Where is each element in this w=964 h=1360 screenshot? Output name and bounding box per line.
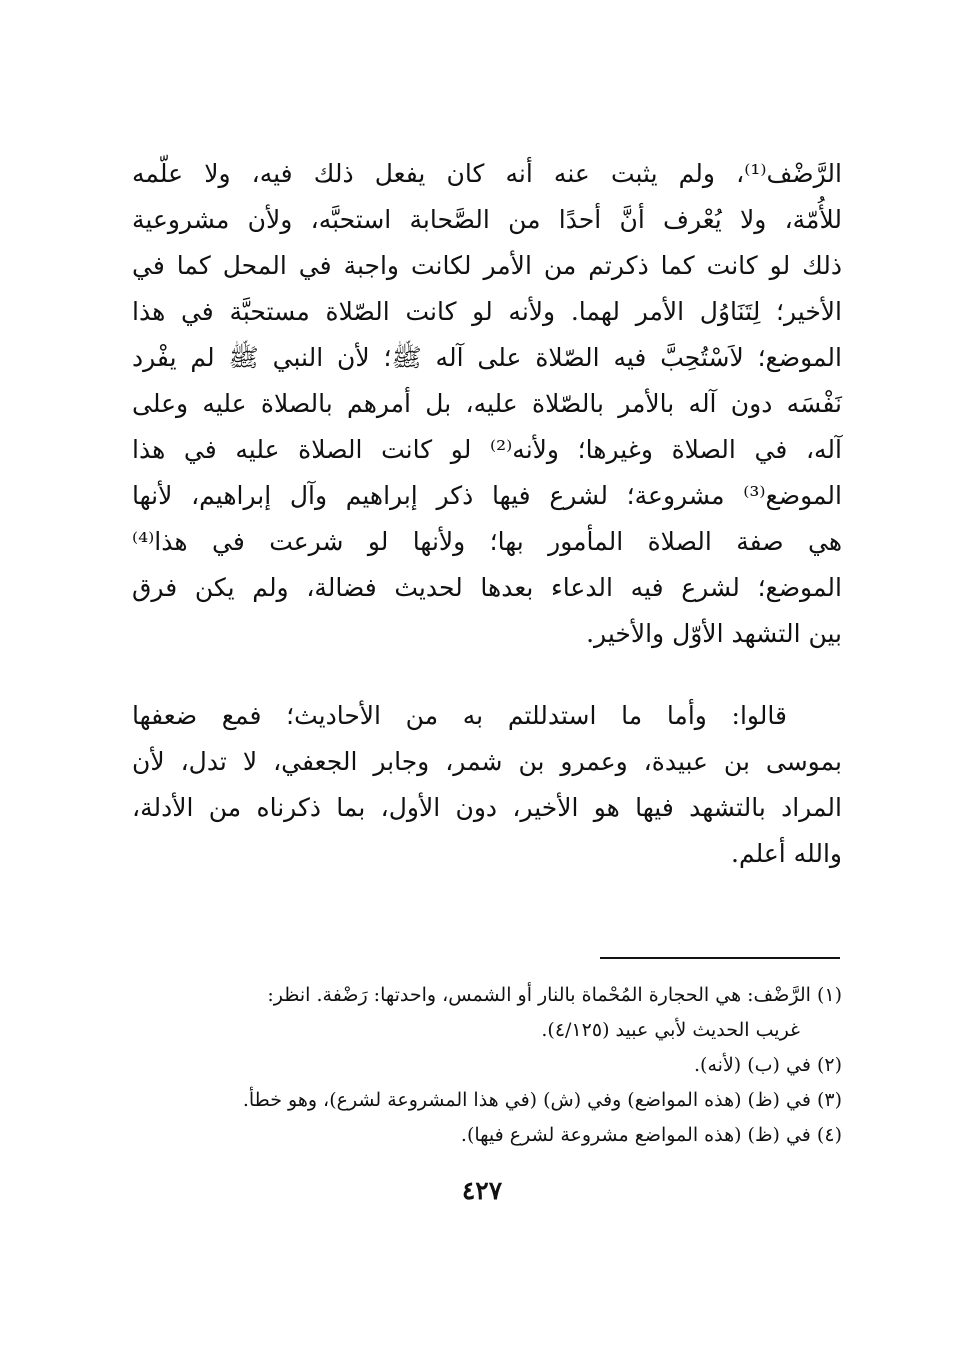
footnote-separator — [600, 957, 840, 959]
text-line: هي صفة الصلاة المأمور بها؛ ولأنها لو شرعت في هذا⁽⁴⁾ — [132, 527, 842, 556]
text-line: الأخير؛ لِتَنَاوُل الأمر لهما. ولأنه لو كانت الصّلاة مستحبَّة في هذا — [132, 297, 842, 326]
text-line: والله أعلم. — [731, 839, 842, 868]
main-text — [132, 151, 842, 877]
text-line: الموضع؛ لشرع فيه الدعاء بعدها لحديث فضالة، ولم يكن فرق — [132, 573, 842, 602]
text-line: ذلك لو كانت كما ذكرتم من الأمر لكانت واجبة في المحل كما في — [132, 251, 842, 280]
text-line: آله، في الصلاة وغيرها؛ ولأنه⁽²⁾ لو كانت الصلاة عليه في هذا — [132, 435, 842, 464]
footnote-3: (٣) في (ظ) (هذه المواضع) وفي (ش) (في هذا المشروعة لشرع)، وهو خطأ. — [242, 1089, 842, 1111]
footnote-1: (١) الرَّضْف: هي الحجارة المُحْماة بالنار أو الشمس، واحدتها: رَضْفة. انظر: — [267, 984, 842, 1006]
text-line: الموضع⁽³⁾ مشروعة؛ لشرع فيها ذكر إبراهيم وآل إبراهيم، لأنها — [132, 481, 842, 510]
text-line: نَفْسَه دون آله بالأمر بالصّلاة عليه، بل أمرهم بالصلاة عليه وعلى — [132, 389, 842, 418]
text-line: المراد بالتشهد فيها هو الأخير، دون الأول، بما ذكرناه من الأدلة، — [132, 793, 842, 822]
text-line: للأُمّة، ولا يُعْرف أنَّ أحدًا من الصَّحابة استحبَّه، ولأن مشروعية — [132, 205, 842, 234]
text-line: الرَّضْف⁽¹⁾، ولم يثبت عنه أنه كان يفعل ذلك فيه، ولا علّمه — [132, 159, 842, 188]
text-line: بموسى بن عبيدة، وعمرو بن شمر، وجابر الجعفي، لا تدل، لأن — [132, 747, 842, 776]
footnote-1-continued: غريب الحديث لأبي عبيد (٤/١٢٥). — [541, 1019, 800, 1041]
text-line: الموضع؛ لاَسْتُحِبَّ فيه الصّلاة على آله ﷺ؛ لأن النبي ﷺ لم يفْرد — [132, 343, 842, 372]
footnote-4: (٤) في (ظ) (هذه المواضع مشروعة لشرع فيها). — [460, 1124, 842, 1146]
text-line: قالوا: وأما ما استدللتم به من الأحاديث؛ فمع ضعفها — [132, 701, 787, 730]
paragraph-gap — [132, 657, 842, 693]
text-line: بين التشهد الأوّل والأخير. — [586, 619, 842, 648]
footnote-2: (٢) في (ب) (لأنه). — [694, 1054, 842, 1076]
footnotes — [140, 978, 842, 1153]
page-number: ٤٢٧ — [461, 1176, 503, 1205]
